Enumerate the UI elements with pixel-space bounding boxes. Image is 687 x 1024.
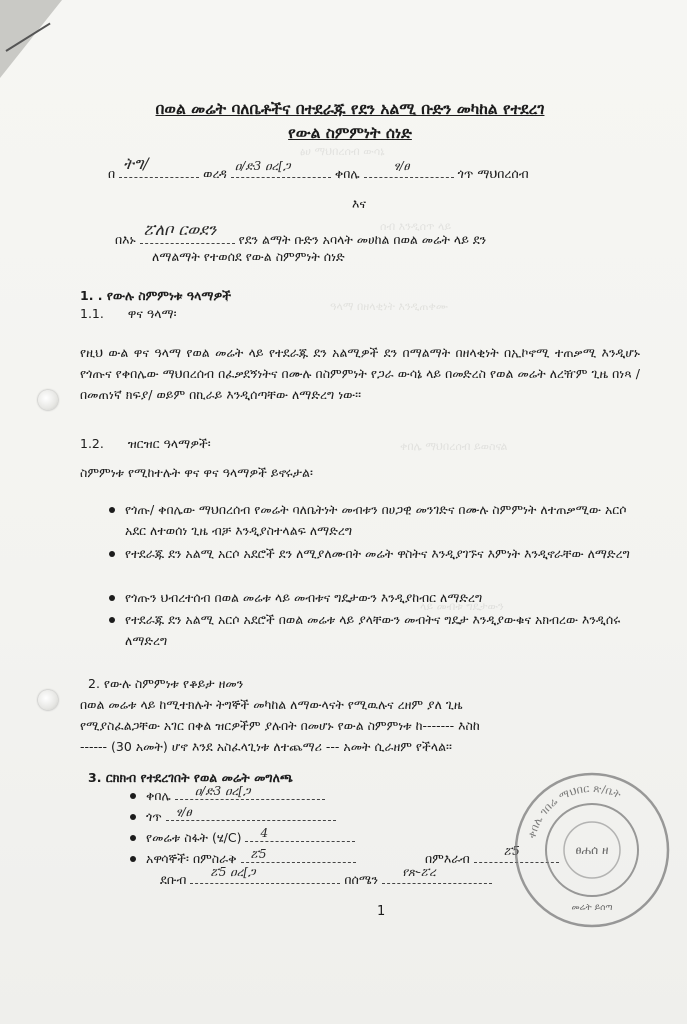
kebele-field	[364, 159, 454, 181]
group-line: በእኑ ፘለቦ ርወደን የደን ልማት ቡድን አባላት መሀከል በወል መሬት ላይ ደን	[115, 220, 487, 247]
land-area-handwritten: 4	[260, 826, 269, 840]
main-purpose-paragraph: የዚህ ውል ዋና ዓላማ የወል መሬት ላይ የተደራጁ ደን አልሚዎች ደን በማልማት በዘላቂነት በኢኮኖሚ ተጠቃሚ እንዲሆኑ የጎጡና የቀበሌው ማህበረሰብ በፈቃደኝነትና በሙሉ በስምምነት የጋራ ውሳኔ ላይ በመድረስ የወል መሬት ለረዥም ጊዜ በነጻ /በመጠነኛ ክፍያ/ ወይም በኪራይ እንዲሰጣቸው ለማድረግ ነው፡፡	[80, 345, 640, 402]
duration-line2: የሚያስፈልጋቸው አገር በቀል ዝርዎችም ያሉበት በመሆኑ የውል ስምምነቱ ከ------- እስከ	[80, 718, 480, 733]
group-field	[140, 220, 235, 247]
official-stamp	[512, 770, 672, 930]
land-area-row: የመሬቱ ስፋት (ሄ/C) 4	[146, 827, 355, 848]
document-page: ፅሀ ማህበረሰብ ውሳኔ ሰብ እንዲሰጥ ላይ ዓላማ በዘላቂነት እንዲጠቀሙ ቀበሌ ማህበረሰብ ይወስናል ላይ መብቱ ግዴታውን በወል መሬት ባለቤቶችና በተደራጁ የደን አልሚ ቡድን መካከል የተደረገ የውል ስምምነት ሰነድ በ ትግ/ ወረዳ ዐ/ድ3 ዐረ[ጋ ቀበሌ ፃ/ፀ ጎጥ ማህበረሰብ እና በእኑ ፘለቦ ርወደን የደን ልማት ቡድን አባላት መሀከል በወል መሬት ላይ ደን ለማልማት የተወሰደ የውል ስምምነት ሰነድ 1. . የውሉ ስምምነቱ ዓላማዎች 1.1. ዋና ዓላማ፡ የዚህ ውል ዋና ዓላማ የወል መሬት ላይ የተደራጁ ደን አልሚዎች ደን በማልማት በዘላቂነት በኢኮኖሚ ተጠቃሚ እንዲሆኑ የጎጡና የቀበሌው ማህበረሰብ በፈቃደኝነትና በሙሉ በስምምነት የጋራ ውሳኔ ላይ በመድረስ የወል መሬት ለረዥም ጊዜ በነጻ /በመጠነኛ ክፍያ/ ወይም በኪራይ እንዲሰጣቸው ለማድረግ ነው፡፡ 1.2. ዝርዝር ዓላማዎች፡ ስምምነቱ የሚከተሉት ዋና ዋና ዓላማዎች ይኖሩታል፡ የጎጡ/ ቀበሌው ማህበረሰብ የመሬት ባለቤትነት መብቱን በሀጋዊ መንገድና በሙሉ ስምምነት ለተጠቃሚው አርሶ አደር ለተወሰነ ጊዜ ብቻ እንዲያስተላልፍ ለማድረግ የተደራጁ ደን አልሚ አርሶ አደሮች ደን ለሚያለሙበት መሬት ዋስትና እንዲያገኙና እምነት እንዲኖራቸው ለማድረግ የጎጡን ህብረተሰብ በወል መሬቱ ላይ መብቱና ግዴታውን እንዲያከብር ለማድረግ የተደራጁ ደን አልሚ አርሶ አደሮች በወል መሬቱ ላይ ያላቸውን መብትና ግዴታ እንዲያውቁና አክብረው እንዲሰሩ ለማድረግ 2. የውሉ ስምምነቱ የቆይታ ዘመን በወል መሬቱ ላይ ከሚተክሉት ትግኞች መካከል ለማውላናት የሚዉሉና ረዘም ያለ ጊዜ የሚያስፈልጋቸው አገር በቀል ዝርዎችም ያሉበት በመሆኑ የውል ስምምነቱ ከ------- እስከ ------ (30 አመት) ሆኖ እንደ አስፈላጊነቱ ለተጨማሪ --- አመት ሲራዘም የችላል፡፡ 3. ርክክብ የተደረገበት የወል መሬት መግለጫ ቀበሌ ዐ/ድ3 ዐረ[ጋ ጎጥ ፃ/ፀ የመሬቱ ስፋት (ሄ/C) 4 አዋሳኞች፡ በምስራቅ ፘ5 በምእራብ ፘ5 ደቡብ ፘ5 ዐረ[ጋ በሰሜን የጽ-ፘረ ቀበሌ ገበሬ ማህበር ጽ/ቤት ፀሐሰ ዘ መሬት ይሰጣ 1	[0, 0, 687, 1024]
document-title-line2: የውል ስምምነት ሰነድ	[288, 124, 412, 142]
group-handwritten: ፘለቦ ርወደን	[143, 220, 217, 239]
section1-2-heading: 1.2. ዝርዝር ዓላማዎች፡	[80, 436, 211, 451]
region-field	[119, 154, 199, 181]
kebele-handwritten: ፃ/ፀ	[393, 159, 410, 173]
agreement-line: ለማልማት የተወሰደ የውል ስምምነት ሰነድ	[152, 249, 345, 264]
section1-1-heading: 1.1. ዋና ዓላማ፡	[80, 306, 177, 321]
land-kebele-row: ቀበሌ ዐ/ድ3 ዐረ[ጋ	[146, 785, 325, 806]
duration-line3: ------ (30 አመት) ሆኖ እንደ አስፈላጊነቱ ለተጨማሪ --- አመት ሲራዘም የችላል፡፡	[80, 739, 452, 754]
objective-item: የተደራጁ ደን አልሚ አርሶ አደሮች በወል መሬቱ ላይ ያላቸውን መብትና ግዴታ እንዲያውቁና አክብረው እንዲሰሩ ለማድረግ	[125, 609, 635, 651]
woreda-handwritten: ዐ/ድ3 ዐረ[ጋ	[234, 159, 291, 173]
section3-heading: 3. ርክክብ የተደረገበት የወል መሬት መግለጫ	[88, 770, 293, 785]
and-word: እና	[352, 196, 367, 211]
objective-item: የተደራጁ ደን አልሚ አርሶ አደሮች ደን ለሚያለሙበት መሬት ዋስትና እንዲያገኙና እምነት እንዲኖራቸው ለማድረግ	[125, 543, 635, 564]
land-kebele-handwritten: ዐ/ድ3 ዐረ[ጋ	[194, 784, 251, 798]
duration-line1: በወል መሬቱ ላይ ከሚተክሉት ትግኞች መካከል ለማውላናት የሚዉሉና ረዘም ያለ ጊዜ	[80, 697, 463, 712]
parties-line: በ ትግ/ ወረዳ ዐ/ድ3 ዐረ[ጋ ቀበሌ ፃ/ፀ ጎጥ ማህበረሰብ	[108, 154, 529, 181]
east-handwritten: ፘ5	[250, 847, 267, 861]
west-handwritten: ፘ5	[503, 844, 520, 858]
land-got-row: ጎጥ ፃ/ፀ	[146, 806, 336, 827]
west-row: በምእራብ ፘ5	[425, 848, 559, 867]
objectives-intro: ስምምነቱ የሚከተሉት ዋና ዋና ዓላማዎች ይኖሩታል፡	[80, 465, 313, 480]
punch-hole-top	[38, 390, 58, 410]
section2-heading: 2. የውሉ ስምምነቱ የቆይታ ዘመን	[88, 676, 244, 691]
document-title-line1: በወል መሬት ባለቤቶችና በተደራጁ የደን አልሚ ቡድን መካከል የተደረገ	[155, 100, 545, 118]
north-handwritten: የጽ-ፘረ	[402, 865, 436, 879]
south-north-row: ደቡብ ፘ5 ዐረ[ጋ በሰሜን የጽ-ፘረ	[160, 869, 492, 888]
objective-item: የጎጡ/ ቀበሌው ማህበረሰብ የመሬት ባለቤትነት መብቱን በሀጋዊ መንገድና በሙሉ ስምምነት ለተጠቃሚው አርሶ አደር ለተወሰነ ጊዜ ብቻ እንዲያስተላልፍ ለማድረግ	[125, 499, 635, 541]
land-got-handwritten: ፃ/ፀ	[175, 805, 192, 819]
punch-hole-bottom	[38, 690, 58, 710]
boundaries-row: አዋሳኞች፡ በምስራቅ ፘ5	[146, 848, 356, 869]
south-handwritten: ፘ5 ዐረ[ጋ	[210, 865, 256, 879]
woreda-field	[231, 159, 331, 181]
section1-heading: 1. . የውሉ ስምምነቱ ዓላማዎች	[80, 288, 232, 303]
svg-text:መሬት ይሰጣ: መሬት ይሰጣ	[571, 903, 613, 913]
svg-text:ፀሐሰ ዘ: ፀሐሰ ዘ	[575, 843, 609, 857]
objective-item: የጎጡን ህብረተሰብ በወል መሬቱ ላይ መብቱና ግዴታውን እንዲያከብር ለማድረግ	[125, 587, 635, 608]
page-number: 1	[377, 904, 386, 919]
region-handwritten: ትግ/	[123, 154, 149, 173]
folded-corner	[0, 0, 62, 78]
svg-text:ቀበሌ ገበሬ ማህበር ጽ/ቤት: ቀበሌ ገበሬ ማህበር ጽ/ቤት	[525, 781, 623, 840]
